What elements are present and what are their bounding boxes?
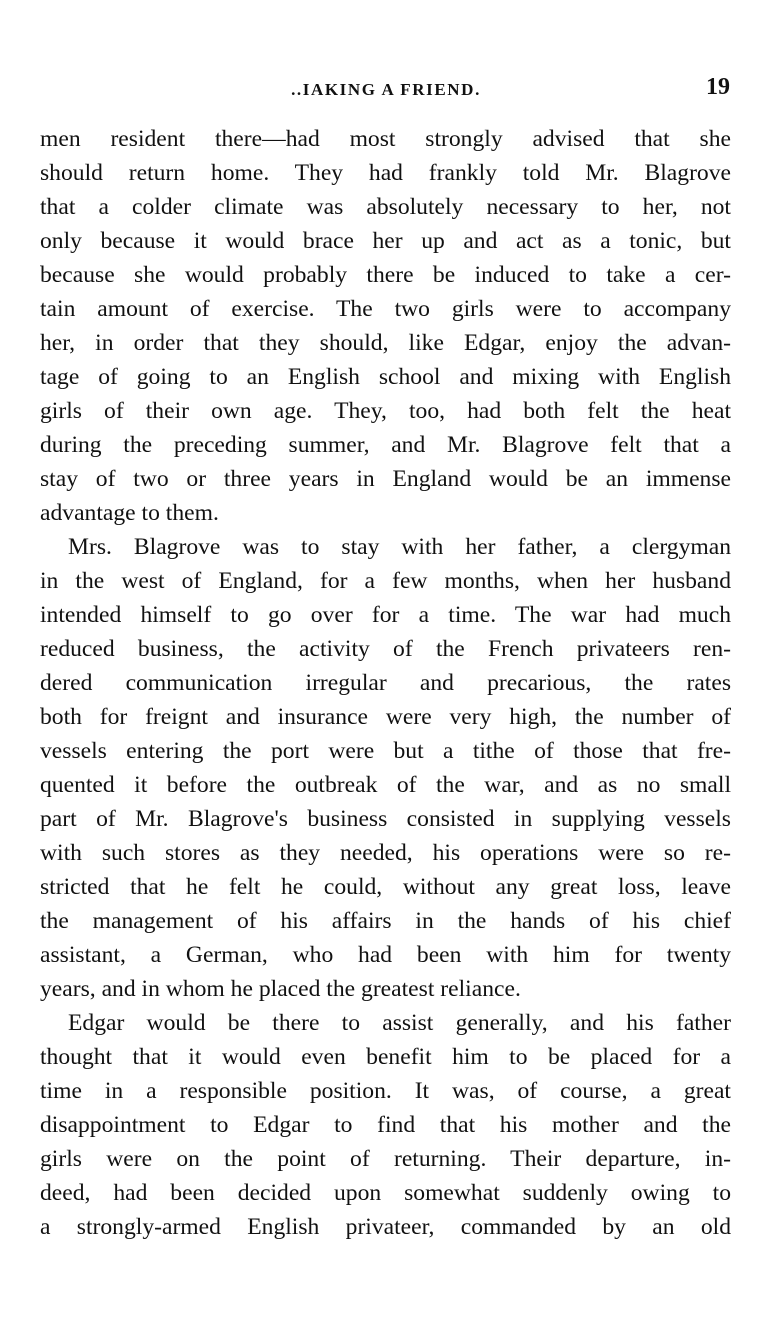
text-line: with such stores as they needed, his operations were so re- [40,840,731,866]
text-line: men resident there—had most strongly advised that she [40,126,731,152]
text-line: girls were on the point of returning. Their departure, in- [40,1146,731,1172]
running-head [40,74,732,104]
text-line: vessels entering the port were but a tithe of those that fre- [40,738,731,764]
text-line: because she would probably there be induced to take a cer- [40,262,731,288]
text-line: years, and in whom he placed the greatest reliance. [40,976,521,1002]
text-line: Mrs. Blagrove was to stay with her father, a clergyman [68,534,731,560]
text-line: a strongly-armed English privateer, commanded by an old [40,1214,731,1240]
text-line: stricted that he felt he could, without any great loss, leave [40,874,731,900]
text-line: stay of two or three years in England would be an immense [40,466,731,492]
text-line: her, in order that they should, like Edgar, enjoy the advan- [40,330,731,356]
text-line: assistant, a German, who had been with him for twenty [40,942,731,968]
text-line: intended himself to go over for a time. The war had much [40,602,731,628]
text-line: reduced business, the activity of the French privateers ren- [40,636,731,662]
text-line: only because it would brace her up and act as a tonic, but [40,228,731,254]
body-text [40,122,731,1244]
running-title: ..IAKING A FRIEND. [291,80,481,99]
text-line: advantage to them. [40,500,219,526]
text-line: quented it before the outbreak of the war, and as no small [40,772,731,798]
text-line: Edgar would be there to assist generally, and his father [68,1010,731,1036]
text-line: girls of their own age. They, too, had both felt the heat [40,398,731,424]
text-line: that a colder climate was absolutely necessary to her, not [40,194,731,220]
text-line: should return home. They had frankly told Mr. Blagrove [40,160,731,186]
text-line: tain amount of exercise. The two girls were to accompany [40,296,731,322]
text-line: during the preceding summer, and Mr. Blagrove felt that a [40,432,731,458]
text-line: in the west of England, for a few months, when her husband [40,568,731,594]
text-line: the management of his affairs in the hands of his chief [40,908,731,934]
text-line: disappointment to Edgar to find that his mother and the [40,1112,731,1138]
text-line: deed, had been decided upon somewhat suddenly owing to [40,1180,731,1206]
text-line: both for freignt and insurance were very high, the number of [40,704,731,730]
text-line: time in a responsible position. It was, of course, a great [40,1078,731,1104]
text-line: thought that it would even benefit him to be placed for a [40,1044,731,1070]
text-line: dered communication irregular and precarious, the rates [40,670,731,696]
text-line: tage of going to an English school and mixing with English [40,364,731,390]
page-number: 19 [706,74,730,100]
text-line: part of Mr. Blagrove's business consisted in supplying vessels [40,806,731,832]
